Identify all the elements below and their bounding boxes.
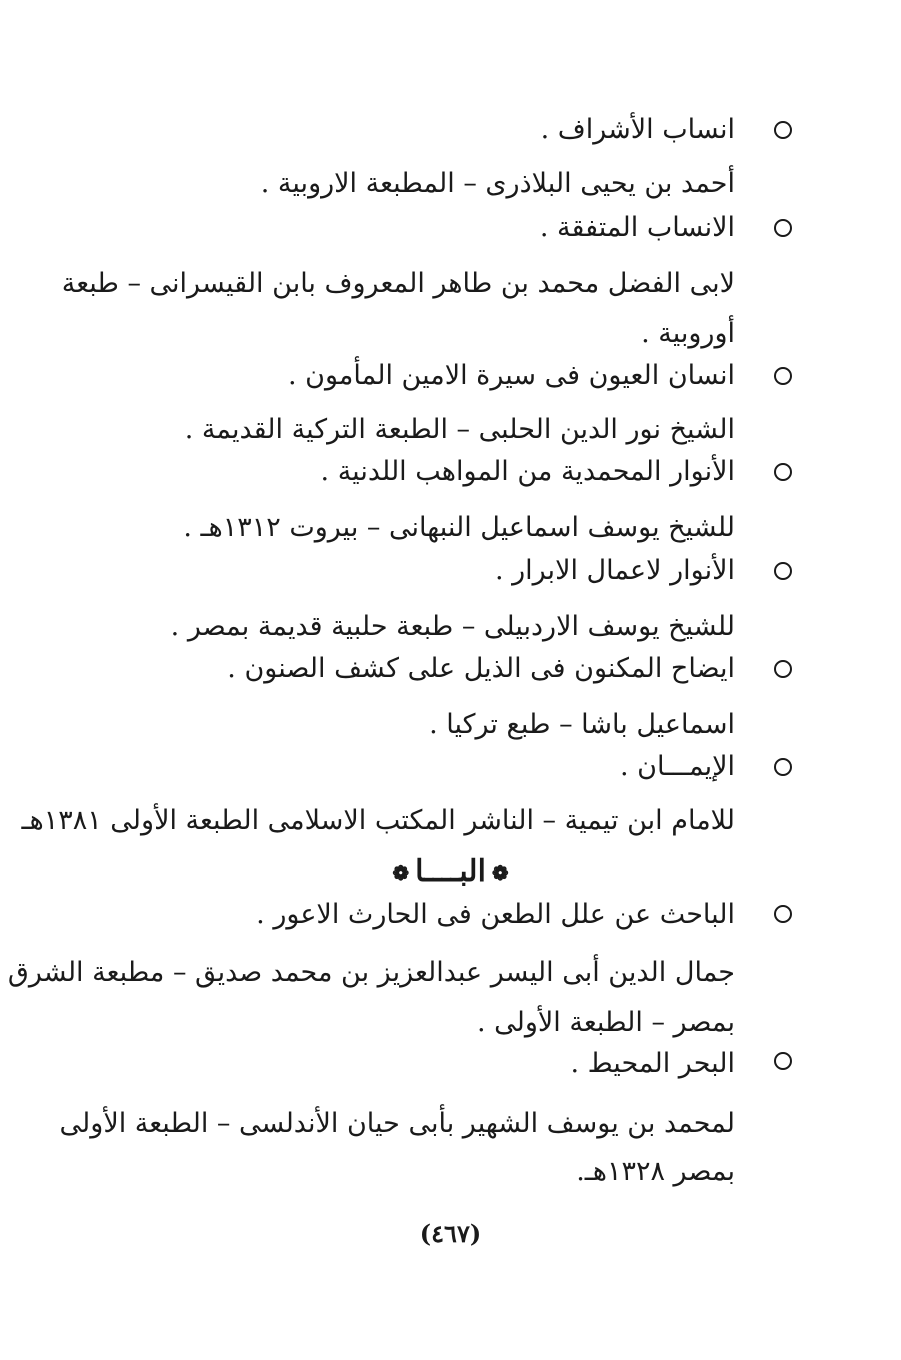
bullet-circle-icon xyxy=(774,905,792,923)
section-heading-text: البــــا xyxy=(415,854,486,889)
entry-details: للشيخ يوسف الاردبيلى – طبعة حلبية قديمة بمصر . xyxy=(170,611,735,642)
page-number: (٤٦٧) xyxy=(419,1219,482,1248)
entry-title: البحر المحيط . xyxy=(570,1048,735,1079)
ornament-icon: ❁ xyxy=(491,861,509,885)
entry-details: لمحمد بن يوسف الشهير بأبى حيان الأندلسى – الطبعة الأولى xyxy=(59,1108,735,1139)
bullet-circle-icon xyxy=(774,121,792,139)
entry-details: للشيخ يوسف اسماعيل النبهانى – بيروت ١٣١٢هـ . xyxy=(183,512,735,543)
entry-details: للامام ابن تيمية – الناشر المكتب الاسلامى الطبعة الأولى ١٣٨١هـ xyxy=(21,805,735,836)
entry-details: لابى الفضل محمد بن طاهر المعروف بابن القيسرانى – طبعة xyxy=(61,268,735,299)
entry-details: أوروبية . xyxy=(641,318,735,349)
entry-title: الأنوار المحمدية من المواهب اللدنية . xyxy=(320,456,735,487)
entry-title: ايضاح المكنون فى الذيل على كشف الصنون . xyxy=(227,653,735,684)
bullet-circle-icon xyxy=(774,758,792,776)
entry-details: بمصر ١٣٢٨هـ. xyxy=(576,1156,735,1187)
bullet-circle-icon xyxy=(774,367,792,385)
entry-title: الأنوار لاعمال الابرار . xyxy=(494,555,735,586)
bullet-circle-icon xyxy=(774,463,792,481)
entry-title: انسان العيون فى سيرة الامين المأمون . xyxy=(287,360,735,391)
entry-details: الشيخ نور الدين الحلبى – الطبعة التركية القديمة . xyxy=(184,414,735,445)
entry-details: جمال الدين أبى اليسر عبدالعزيز بن محمد صديق – مطبعة الشرق xyxy=(7,957,735,988)
entry-title: الباحث عن علل الطعن فى الحارث الاعور . xyxy=(256,899,735,930)
bullet-circle-icon xyxy=(774,660,792,678)
entry-title: الانساب المتفقة . xyxy=(539,212,735,243)
entry-details: أحمد بن يحيى البلاذرى – المطبعة الاروبية . xyxy=(260,168,735,199)
entry-title: الإيمـــان . xyxy=(620,751,735,782)
entry-details: اسماعيل باشا – طبع تركيا . xyxy=(429,709,735,740)
ornament-icon: ❁ xyxy=(392,861,410,885)
bullet-circle-icon xyxy=(774,219,792,237)
bullet-circle-icon xyxy=(774,1052,792,1070)
section-heading xyxy=(0,852,901,893)
entry-title: انساب الأشراف . xyxy=(540,114,735,145)
entry-details: بمصر – الطبعة الأولى . xyxy=(476,1007,735,1038)
bullet-circle-icon xyxy=(774,562,792,580)
